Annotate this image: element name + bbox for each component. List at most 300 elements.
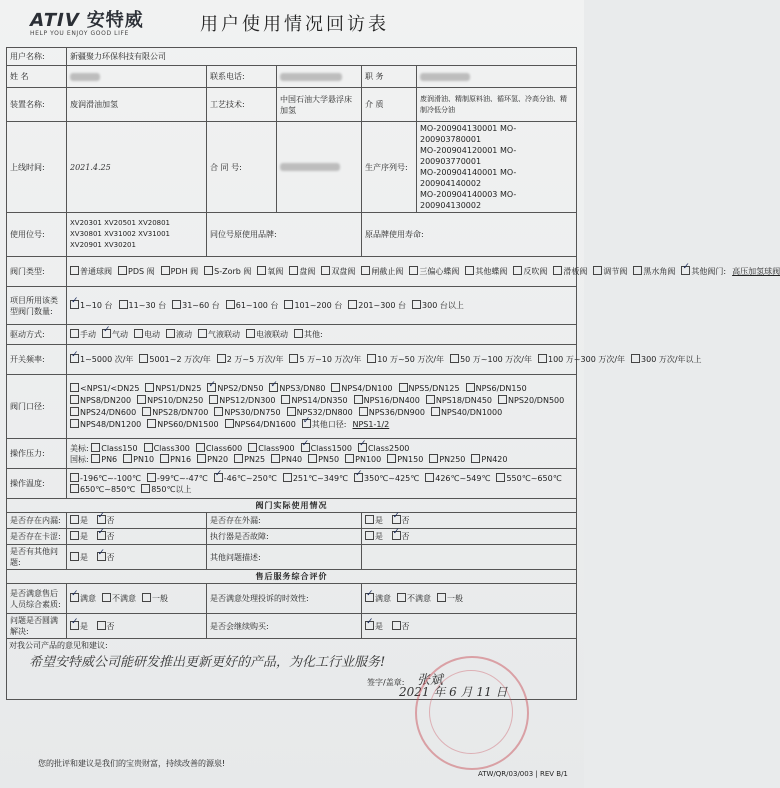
checkbox[interactable] xyxy=(257,266,266,275)
checkbox-option[interactable] xyxy=(248,443,294,454)
satisfaction-options: ✓ 满意 不满意 一般 xyxy=(362,584,577,614)
checkbox-option[interactable] xyxy=(142,407,208,419)
checkbox[interactable] xyxy=(197,454,206,463)
checkbox-label: NPS5/DN125 xyxy=(408,383,460,393)
checkbox-option[interactable] xyxy=(70,300,113,311)
checkbox[interactable] xyxy=(289,354,298,363)
checkbox-option[interactable] xyxy=(196,443,242,454)
checkbox[interactable] xyxy=(70,395,79,404)
checkbox[interactable] xyxy=(294,329,303,338)
checkbox-option[interactable] xyxy=(412,300,464,311)
checkbox-label: 黑水角阀 xyxy=(643,267,676,276)
checkbox-label: 其他: xyxy=(304,330,323,339)
checkbox-option[interactable] xyxy=(119,300,167,311)
checkbox-option[interactable] xyxy=(287,407,353,419)
checkbox[interactable] xyxy=(144,443,153,452)
checkbox-label: <NPS1/<DN25 xyxy=(80,383,140,393)
checkbox[interactable] xyxy=(102,329,111,338)
checkbox-option[interactable] xyxy=(358,443,409,454)
checkbox-option[interactable] xyxy=(118,266,155,277)
checkbox[interactable] xyxy=(70,473,79,482)
contract-label: 合 同 号: xyxy=(207,122,277,213)
checkbox-option[interactable] xyxy=(141,484,191,495)
checkbox-option[interactable] xyxy=(289,266,315,277)
checkbox-option[interactable] xyxy=(399,383,460,395)
checkbox-option[interactable] xyxy=(207,383,263,395)
online-value: 2021.4.25 xyxy=(67,122,207,213)
brand-cn: 安特威 xyxy=(86,10,144,31)
checkbox-option[interactable] xyxy=(137,395,203,407)
checkbox-option[interactable] xyxy=(354,395,420,407)
cn-standard-label: 国标: xyxy=(70,454,89,464)
name-value xyxy=(67,66,207,88)
checkbox[interactable] xyxy=(281,395,290,404)
checkbox-option[interactable] xyxy=(257,266,283,277)
checkbox-option[interactable] xyxy=(144,443,190,454)
checkbox[interactable] xyxy=(166,329,175,338)
checkbox[interactable] xyxy=(147,419,156,428)
checkbox-label: NPS4/DN100 xyxy=(341,383,393,393)
q-repurchase: 是否会继续购买: xyxy=(207,614,362,639)
checkbox[interactable] xyxy=(70,300,79,309)
checkbox-label: NPS24/DN600 xyxy=(80,407,137,417)
q-resolved: 问题是否圆满解决: xyxy=(7,614,67,639)
checkbox[interactable] xyxy=(70,407,79,416)
checkbox-label: 1~10 台 xyxy=(80,301,113,310)
checkbox-option[interactable] xyxy=(70,419,141,431)
checkbox[interactable] xyxy=(308,454,317,463)
checkbox-option[interactable] xyxy=(321,266,355,277)
phone-value xyxy=(277,66,362,88)
checkbox[interactable] xyxy=(358,443,367,452)
service-section-title: 售后服务综合评价 xyxy=(7,570,577,584)
checkbox[interactable] xyxy=(137,395,146,404)
checkbox[interactable] xyxy=(70,383,79,392)
medium-label: 介 质 xyxy=(362,88,417,122)
checkbox-option[interactable] xyxy=(234,454,265,465)
checkbox[interactable] xyxy=(269,383,278,392)
checkbox[interactable] xyxy=(426,395,435,404)
checkbox-option[interactable] xyxy=(197,454,228,465)
checkbox-option[interactable] xyxy=(147,473,208,484)
q-complaint-time: 是否满意处理投诉的时效性: xyxy=(207,584,362,614)
brand-mark: ATIV xyxy=(27,10,82,31)
cn-standard-options xyxy=(91,455,513,464)
checkbox[interactable] xyxy=(196,443,205,452)
checkbox[interactable] xyxy=(681,266,690,275)
checkbox[interactable] xyxy=(412,300,421,309)
serial-item: MO-200904140003 xyxy=(420,190,498,199)
checkbox[interactable] xyxy=(214,407,223,416)
checkbox-option[interactable] xyxy=(294,329,323,340)
checkbox[interactable] xyxy=(593,266,602,275)
checkbox[interactable] xyxy=(91,454,100,463)
checkbox-option[interactable] xyxy=(214,473,277,484)
yes-no: 是 ✓ 否 xyxy=(67,545,207,570)
checkbox-option[interactable] xyxy=(269,383,325,395)
checkbox-option[interactable] xyxy=(301,443,352,454)
header xyxy=(0,0,584,44)
checkbox[interactable] xyxy=(289,266,298,275)
checkbox-label: -99℃~-47℃ xyxy=(156,473,208,483)
checkbox-label: -196℃~-100℃ xyxy=(80,473,141,483)
checkbox-label: NPS20/DN500 xyxy=(508,395,565,405)
drive-label: 驱动方式: xyxy=(7,325,67,345)
checkbox-option[interactable] xyxy=(147,419,218,431)
checkbox[interactable] xyxy=(399,383,408,392)
yes-no: 是 ✓ 否 xyxy=(67,529,207,545)
checkbox-option[interactable] xyxy=(217,354,284,365)
checkbox-option[interactable] xyxy=(431,407,502,419)
checkbox[interactable] xyxy=(118,266,127,275)
checkbox[interactable] xyxy=(553,266,562,275)
checkbox[interactable] xyxy=(234,454,243,463)
checkbox-option[interactable] xyxy=(633,266,675,277)
checkbox[interactable] xyxy=(70,329,79,338)
checkbox[interactable] xyxy=(123,454,132,463)
checkbox-label: NPS10/DN250 xyxy=(147,395,204,405)
checkbox[interactable] xyxy=(271,454,280,463)
q-external-leak: 是否存在外漏: xyxy=(207,513,362,529)
position-no-label: 使用位号: xyxy=(7,213,67,257)
checkbox-option[interactable] xyxy=(429,454,465,465)
checkbox-option[interactable] xyxy=(345,454,381,465)
checkbox-label: NPS60/DN1500 xyxy=(157,419,219,429)
checkbox-label: Class900 xyxy=(258,443,295,453)
checkbox-option[interactable] xyxy=(123,454,154,465)
name-label: 姓 名 xyxy=(7,66,67,88)
checkbox-label: Class2500 xyxy=(367,443,410,453)
checkbox[interactable] xyxy=(161,266,170,275)
checkbox-label: 闸截止阀 xyxy=(371,267,404,276)
checkbox-label: NPS32/DN800 xyxy=(296,407,353,417)
device-value: 废润滑油加氢 xyxy=(67,88,207,122)
checkbox-option[interactable] xyxy=(471,454,507,465)
checkbox-option[interactable] xyxy=(160,454,191,465)
checkbox-option[interactable] xyxy=(70,266,112,277)
yes-no: 是 ✓ 否 xyxy=(362,529,577,545)
serial-item: MO-200904120001 xyxy=(420,146,498,155)
checkbox-label: 251℃~349℃ xyxy=(292,473,349,483)
checkbox[interactable] xyxy=(287,407,296,416)
suggestion-text: 希望安特威公司能研发推出更新更好的产品，为化工行业服务! xyxy=(29,655,386,670)
checkbox-option[interactable] xyxy=(246,329,288,340)
checkbox[interactable] xyxy=(142,407,151,416)
checkbox-label: 调节阀 xyxy=(603,267,628,276)
company-stamp xyxy=(415,656,529,770)
checkbox-option[interactable] xyxy=(553,266,587,277)
frequency-label: 开关频率: xyxy=(7,345,67,375)
checkbox-option[interactable] xyxy=(70,484,135,495)
checkbox-label: 201~300 台 xyxy=(358,301,407,310)
checkbox[interactable] xyxy=(119,300,128,309)
brand-logo xyxy=(27,6,144,32)
checkbox[interactable] xyxy=(91,443,100,452)
checkbox-label: 650℃~850℃ xyxy=(80,484,136,494)
serial-item: MO-200904140001 xyxy=(420,168,498,177)
checkbox[interactable] xyxy=(348,300,357,309)
checkbox-label: PN25 xyxy=(244,454,266,464)
checkbox-label: 反吹阀 xyxy=(523,267,548,276)
checkbox[interactable] xyxy=(70,354,79,363)
checkbox-label: 61~100 台 xyxy=(235,301,279,310)
checkbox[interactable] xyxy=(248,443,257,452)
checkbox-option[interactable] xyxy=(359,407,425,419)
checkbox-option[interactable] xyxy=(225,419,296,431)
checkbox-label: 滑板阀 xyxy=(563,267,588,276)
checkbox-option[interactable] xyxy=(593,266,627,277)
checkbox-option[interactable] xyxy=(198,329,240,340)
checkbox-option[interactable] xyxy=(425,473,490,484)
checkbox-option[interactable] xyxy=(70,407,136,419)
checkbox-option[interactable] xyxy=(331,383,392,395)
checkbox-label: 盘阀 xyxy=(299,267,316,276)
checkbox-label: Class300 xyxy=(153,443,190,453)
checkbox-option[interactable] xyxy=(466,383,527,395)
pressure-options xyxy=(67,439,577,469)
yes-no: 是 ✓ 否 xyxy=(362,513,577,529)
checkbox-option[interactable] xyxy=(145,383,201,395)
usage-row xyxy=(7,513,577,529)
checkbox-option[interactable] xyxy=(387,454,423,465)
checkbox[interactable] xyxy=(226,300,235,309)
checkbox-label: 300 台以上 xyxy=(422,301,464,310)
checkbox[interactable] xyxy=(284,300,293,309)
checkbox[interactable] xyxy=(145,383,154,392)
checkbox-option[interactable] xyxy=(308,454,339,465)
checkbox[interactable] xyxy=(409,266,418,275)
checkbox-option[interactable] xyxy=(70,473,141,484)
checkbox[interactable] xyxy=(70,419,79,428)
medium-value: 废润滑油、精制原料油、循环氢、冷高分油、精制冷低分油 xyxy=(417,88,577,122)
checkbox[interactable] xyxy=(217,354,226,363)
checkbox-option[interactable] xyxy=(283,473,348,484)
checkbox-option[interactable] xyxy=(465,266,507,277)
checkbox-label: 550℃~650℃ xyxy=(506,473,562,483)
position-label: 职 务 xyxy=(362,66,417,88)
checkbox-option[interactable] xyxy=(271,454,302,465)
checkbox[interactable] xyxy=(302,419,311,428)
checkbox-option[interactable] xyxy=(70,395,131,407)
checkbox[interactable] xyxy=(429,454,438,463)
size-options xyxy=(67,375,577,439)
temperature-options xyxy=(67,469,577,499)
visit-form xyxy=(6,47,780,700)
checkbox[interactable] xyxy=(70,266,79,275)
checkbox[interactable] xyxy=(367,354,376,363)
checkbox-option[interactable] xyxy=(161,266,199,277)
checkbox-label: PN50 xyxy=(318,454,340,464)
q-other-issue: 是否有其他问题: xyxy=(7,545,67,570)
checkbox[interactable] xyxy=(246,329,255,338)
checkbox[interactable] xyxy=(465,266,474,275)
checkbox[interactable] xyxy=(471,454,480,463)
checkbox-label: 11~30 台 xyxy=(128,301,167,310)
checkbox[interactable] xyxy=(209,395,218,404)
orig-brand-label: 同位号原使用品牌: xyxy=(207,213,362,257)
checkbox[interactable] xyxy=(321,266,330,275)
signature: 张斌 xyxy=(417,673,444,688)
checkbox-option[interactable] xyxy=(348,300,406,311)
checkbox-option[interactable] xyxy=(450,354,532,365)
checkbox[interactable] xyxy=(361,266,370,275)
checkbox-option[interactable] xyxy=(302,419,347,431)
checkbox[interactable] xyxy=(496,473,505,482)
checkbox-option[interactable] xyxy=(70,383,139,395)
checkbox[interactable] xyxy=(633,266,642,275)
checkbox-option[interactable] xyxy=(409,266,459,277)
phone-label: 联系电话: xyxy=(207,66,277,88)
checkbox-label: 5 万~10 万次/年 xyxy=(299,355,362,364)
checkbox-label: 350℃~425℃ xyxy=(364,473,420,483)
user-name-value: 新疆聚力环保科技有限公司 xyxy=(67,48,577,66)
checkbox-option[interactable] xyxy=(281,395,347,407)
checkbox-option[interactable] xyxy=(513,266,547,277)
checkbox-option[interactable] xyxy=(139,354,210,365)
checkbox-label: 气动 xyxy=(112,330,128,339)
checkbox-option[interactable] xyxy=(172,300,220,311)
checkbox[interactable] xyxy=(354,395,363,404)
doc-reference: ATW/QR/03/003 | REV B/1 xyxy=(478,770,568,778)
checkbox[interactable] xyxy=(538,354,547,363)
checkbox-option[interactable] xyxy=(538,354,625,365)
checkbox-label: PN250 xyxy=(439,454,466,464)
serial-list xyxy=(417,122,577,213)
checkbox-option[interactable] xyxy=(70,329,96,340)
checkbox-label: 普通球阀 xyxy=(80,267,112,276)
serial-item: MO-200904140002 xyxy=(420,168,517,188)
serial-item: MO-200903780001 xyxy=(420,124,517,144)
orig-life-label: 原品牌使用寿命: xyxy=(362,213,577,257)
checkbox-option[interactable] xyxy=(214,407,280,419)
checkbox-label: 液动 xyxy=(176,330,192,339)
checkbox[interactable] xyxy=(431,407,440,416)
usage-section-title: 阀门实际使用情况 xyxy=(7,499,577,513)
checkbox-label: PN150 xyxy=(397,454,424,464)
checkbox-label: NPS16/DN400 xyxy=(363,395,420,405)
checkbox-option[interactable] xyxy=(496,473,561,484)
checkbox[interactable] xyxy=(283,473,292,482)
checkbox[interactable] xyxy=(513,266,522,275)
device-label: 装置名称: xyxy=(7,88,67,122)
checkbox[interactable] xyxy=(359,407,368,416)
checkbox[interactable] xyxy=(301,443,310,452)
valve-type-label: 阀门类型: xyxy=(7,257,67,287)
checkbox-option[interactable] xyxy=(166,329,192,340)
size-label: 阀门口径: xyxy=(7,375,67,439)
checkbox-option[interactable] xyxy=(70,354,133,365)
checkbox[interactable] xyxy=(204,266,213,275)
checkbox-label: 2 万~5 万次/年 xyxy=(226,355,284,364)
checkbox-label: PDH 阀 xyxy=(170,267,199,276)
checkbox-label: 其他口径: xyxy=(311,419,347,429)
q-other-desc: 其他问题描述: xyxy=(207,545,362,570)
checkbox[interactable] xyxy=(147,473,156,482)
checkbox-label: 电液联动 xyxy=(256,330,288,339)
quantity-options xyxy=(67,287,577,325)
checkbox-label: NPS14/DN350 xyxy=(291,395,348,405)
checkbox[interactable] xyxy=(466,383,475,392)
checkbox-label: 31~60 台 xyxy=(182,301,220,310)
checkbox-label: NPS18/DN450 xyxy=(435,395,493,405)
checkbox[interactable] xyxy=(354,473,363,482)
checkbox-label: NPS64/DN1600 xyxy=(234,419,296,429)
checkbox[interactable] xyxy=(345,454,354,463)
checkbox-option[interactable] xyxy=(426,395,492,407)
yes-no: ✓是 否 xyxy=(67,614,207,639)
checkbox[interactable] xyxy=(207,383,216,392)
checkbox-option[interactable] xyxy=(91,454,117,465)
checkbox-option[interactable] xyxy=(631,354,702,365)
checkbox-label: PN16 xyxy=(170,454,192,464)
checkbox-option[interactable] xyxy=(681,266,726,277)
checkbox[interactable] xyxy=(214,473,223,482)
checkbox-option[interactable] xyxy=(498,395,564,407)
checkbox-label: NPS1/DN25 xyxy=(155,383,202,393)
checkbox-option[interactable] xyxy=(226,300,279,311)
checkbox-label: 300 万次/年以上 xyxy=(641,355,702,364)
checkbox[interactable] xyxy=(134,329,143,338)
checkbox-label: NPS2/DN50 xyxy=(217,383,264,393)
checkbox-option[interactable] xyxy=(91,443,137,454)
satisfaction-options: ✓满意 不满意 一般 xyxy=(67,584,207,614)
checkbox-option[interactable] xyxy=(134,329,160,340)
checkbox-label: PN20 xyxy=(207,454,229,464)
checkbox[interactable] xyxy=(70,484,79,493)
checkbox[interactable] xyxy=(172,300,181,309)
checkbox-option[interactable] xyxy=(289,354,361,365)
us-standard-options xyxy=(91,444,415,453)
position-value xyxy=(417,66,577,88)
checkbox[interactable] xyxy=(425,473,434,482)
checkbox-label: 电动 xyxy=(144,330,160,339)
checkbox[interactable] xyxy=(331,383,340,392)
checkbox-option[interactable] xyxy=(284,300,342,311)
checkbox[interactable] xyxy=(198,329,207,338)
checkbox-option[interactable] xyxy=(204,266,251,277)
checkbox-label: S-Zorb 阀 xyxy=(214,267,252,276)
checkbox[interactable] xyxy=(139,354,148,363)
checkbox[interactable] xyxy=(160,454,169,463)
sign-label: 签字/盖章: xyxy=(367,678,405,687)
checkbox[interactable] xyxy=(225,419,234,428)
checkbox-label: 5001~2 万次/年 xyxy=(149,355,211,364)
checkbox[interactable] xyxy=(450,354,459,363)
checkbox-option[interactable] xyxy=(361,266,403,277)
process-value: 中国石油大学悬浮床加氢 xyxy=(277,88,362,122)
checkbox-label: 手动 xyxy=(80,330,96,339)
q-actuator-fault: 执行器是否故障: xyxy=(207,529,362,545)
other-desc-value xyxy=(362,545,577,570)
temperature-label: 操作温度: xyxy=(7,469,67,499)
checkbox-label: Class1500 xyxy=(310,443,352,453)
q-staff-quality: 是否满意售后人员综合素质: xyxy=(7,584,67,614)
serial-label: 生产序列号: xyxy=(362,122,417,213)
checkbox-label: NPS12/DN300 xyxy=(219,395,276,405)
checkbox[interactable] xyxy=(141,484,150,493)
checkbox-option[interactable] xyxy=(102,329,128,340)
checkbox-label: NPS30/DN750 xyxy=(224,407,281,417)
checkbox-option[interactable] xyxy=(209,395,275,407)
checkbox[interactable] xyxy=(498,395,507,404)
checkbox-label: Class150 xyxy=(101,443,138,453)
slogan: HELP YOU ENJOY GOOD LIFE xyxy=(30,30,129,37)
checkbox[interactable] xyxy=(631,354,640,363)
checkbox-option[interactable] xyxy=(367,354,444,365)
checkbox[interactable] xyxy=(387,454,396,463)
checkbox-label: 10 万~50 万次/年 xyxy=(377,355,445,364)
checkbox-option[interactable] xyxy=(354,473,419,484)
